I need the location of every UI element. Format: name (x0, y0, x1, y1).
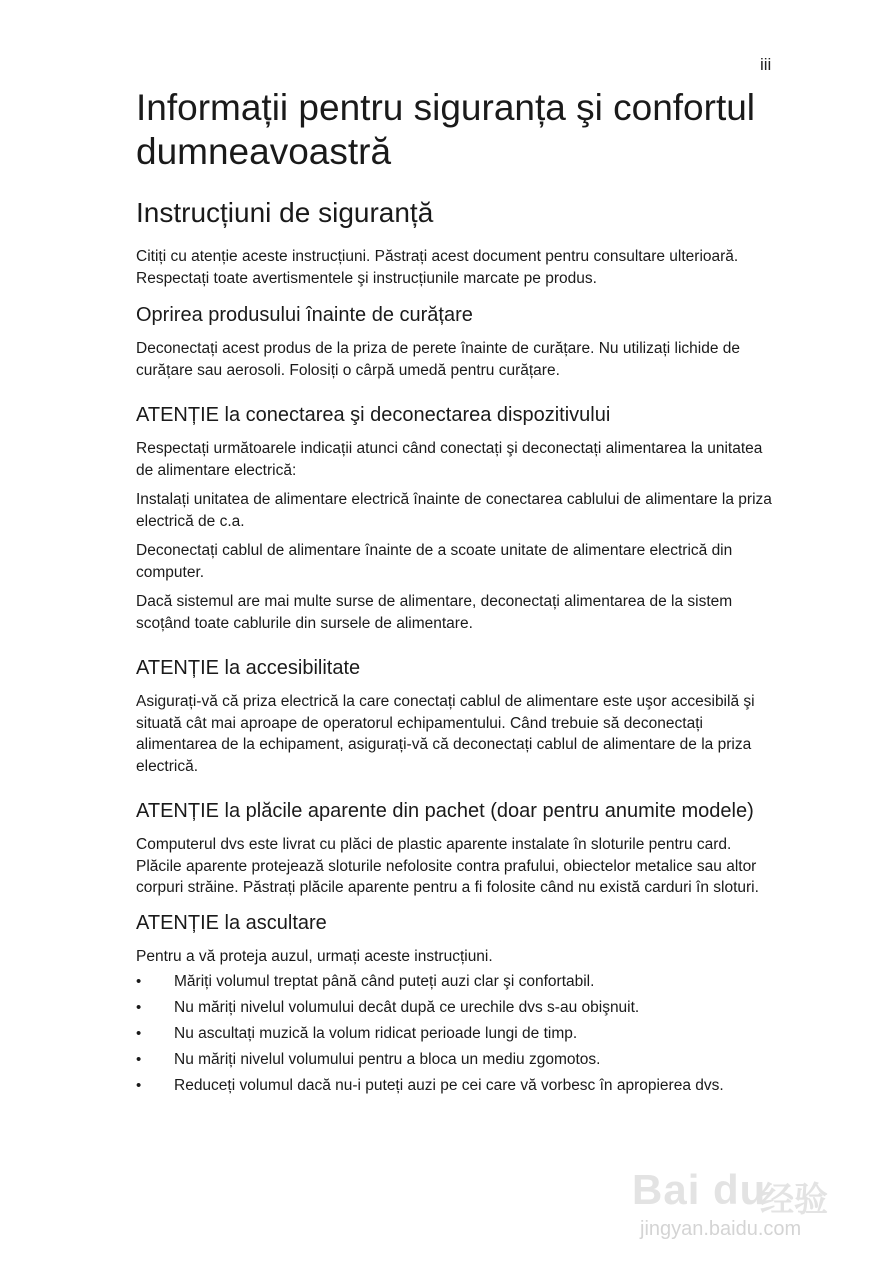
watermark-logo: Bai du (632, 1166, 767, 1213)
section-heading: Oprirea produsului înainte de curățare (136, 304, 473, 326)
section-paragraph: Dacă sistemul are mai multe surse de alimentare, deconectați alimentarea de la sistem scoțând toate cablurile din sursele de alimentare. (136, 593, 733, 632)
section-title: Instrucțiuni de siguranță (136, 197, 434, 228)
list-item: • Nu măriți nivelul volumului pentru a bloca un mediu zgomotos. (136, 1049, 781, 1071)
section-accessibility (136, 656, 781, 777)
watermark-url: jingyan.baidu.com (640, 1218, 802, 1240)
page-title: Informații pentru siguranța şi confortul dumneavoastră (136, 87, 756, 172)
hearing-bullet-list (136, 971, 781, 1097)
bullet-icon: • (136, 1051, 142, 1068)
bullet-icon: • (136, 1077, 142, 1094)
section-hearing (136, 911, 781, 1097)
bullet-icon: • (136, 1025, 142, 1042)
list-item: • Nu ascultați muzică la volum ridicat perioade lungi de timp. (136, 1023, 781, 1045)
section-paragraph: Deconectați acest produs de la priza de perete înainte de curățare. Nu utilizați lichide de curățare sau aerosoli. Folosiți o cârpă umedă pentru curățare. (136, 340, 740, 379)
section-paragraph: Asigurați-vă că priza electrică la care conectați cablul de alimentare este uşor accesibilă şi situată cât mai aproape de operatorul echipamentului. Când trebuie să deconectați alimentarea de la echipament, asigurați-vă că deconectați cablul de alimentare de la priza electrică. (136, 693, 755, 775)
bullet-icon: • (136, 973, 142, 990)
list-item: • Nu măriți nivelul volumului decât după ce urechile dvs s-au obişnuit. (136, 997, 781, 1019)
section-heading: ATENȚIE la ascultare (136, 911, 327, 934)
section-paragraph: Instalați unitatea de alimentare electrică înainte de conectarea cablului de alimentare la priza electrică de c.a. (136, 491, 772, 530)
document-body (136, 246, 781, 1101)
section-paragraph: Respectați următoarele indicații atunci când conectați şi deconectați alimentarea la unitatea de alimentare electrică: (136, 440, 763, 479)
section-cleaning (136, 303, 781, 381)
page-number: iii (760, 55, 772, 74)
baidu-jingyan-watermark (632, 1150, 842, 1250)
section-heading: ATENȚIE la plăcile aparente din pachet (doar pentru anumite modele) (136, 800, 754, 822)
section-paragraph: Deconectați cablul de alimentare înainte de a scoate unitate de alimentare electrică din computer. (136, 542, 733, 581)
list-item: • Măriți volumul treptat până când puteți auzi clar şi confortabil. (136, 971, 781, 993)
section-bezels (136, 799, 781, 899)
section-paragraph: Computerul dvs este livrat cu plăci de plastic aparente instalate în sloturile pentru card. Plăcile aparente protejează sloturile nefolosite contra prafului, obiectelor metalice sau altor corpuri străine. Păstrați plăcile aparente pentru a fi folosite când nu există carduri în sloturi. (136, 836, 759, 896)
list-item: • Reduceți volumul dacă nu-i puteți auzi pe cei care vă vorbesc în apropierea dvs. (136, 1075, 781, 1097)
watermark-cn-text: 经验 (760, 1181, 828, 1219)
section-connecting (136, 403, 781, 634)
intro-paragraph: Citiți cu atenție aceste instrucțiuni. Păstrați acest document pentru consultare ulterioară. Respectați toate avertismentele şi instrucțiunile marcate pe produs. (136, 248, 739, 287)
section-paragraph: Pentru a vă proteja auzul, urmați aceste instrucțiuni. (136, 947, 493, 965)
section-heading: ATENȚIE la accesibilitate (136, 657, 361, 679)
section-heading: ATENȚIE la conectarea şi deconectarea dispozitivului (136, 404, 611, 426)
bullet-icon: • (136, 999, 142, 1016)
